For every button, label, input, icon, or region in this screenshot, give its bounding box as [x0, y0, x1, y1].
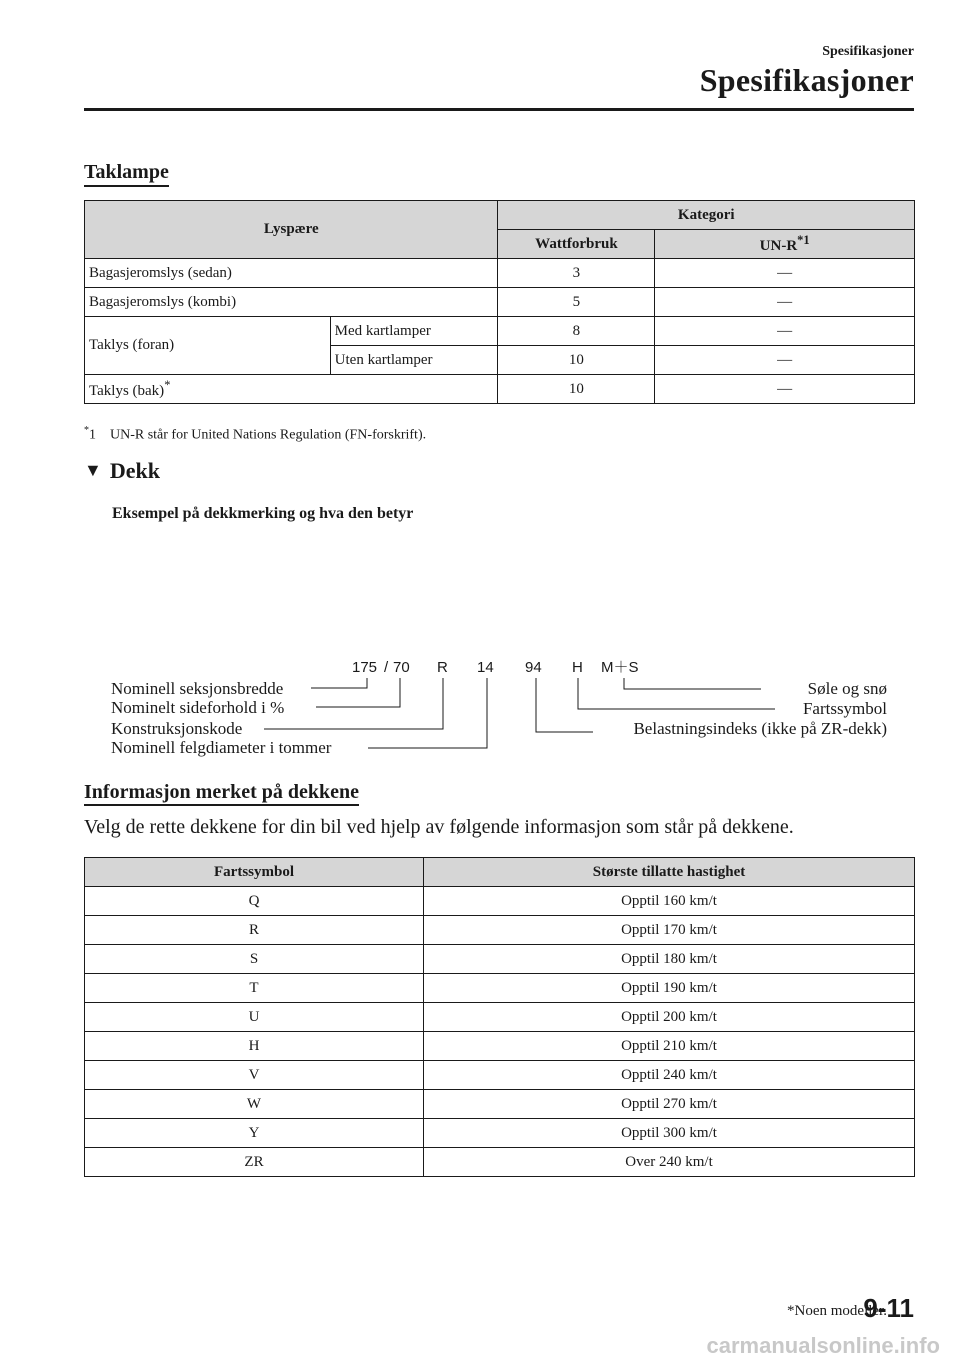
max-speed-cell: Opptil 160 km/t [424, 887, 915, 916]
example-title: Eksempel på dekkmerking og hva den betyr [112, 505, 414, 522]
table-row [85, 1119, 915, 1148]
triangle-down-icon: ▼ [84, 460, 102, 480]
table-row [85, 945, 915, 974]
speed-symbol-cell: S [85, 945, 424, 974]
code-ms: M＋S [601, 659, 639, 676]
code-width: 175 [352, 659, 378, 676]
speed-symbol-cell: Q [85, 887, 424, 916]
header-rule [84, 108, 914, 111]
tire-marking-diagram [84, 650, 904, 760]
speed-symbol-table [84, 857, 915, 1177]
section-title-taklampe: Taklampe [84, 160, 169, 187]
max-speed-cell: Opptil 190 km/t [424, 974, 915, 1003]
table-row [85, 1090, 915, 1119]
label-speed: Fartssymbol [802, 699, 887, 718]
max-speed-cell: Opptil 210 km/t [424, 1032, 915, 1061]
table-row [85, 1003, 915, 1032]
header-watt: Wattforbruk [498, 230, 655, 259]
code-rim: 14 [477, 659, 494, 676]
header-max-speed: Største tillatte hastighet [424, 858, 915, 887]
chapter-title: Spesifikasjoner [699, 62, 914, 98]
speed-symbol-cell: U [85, 1003, 424, 1032]
max-speed-cell: Over 240 km/t [424, 1148, 915, 1177]
code-load: 94 [525, 659, 542, 676]
info-text: Velg de rette dekkene for din bil ved hjelp av følgende informasjon som står på dekkene. [84, 816, 794, 838]
table-footnote: *1 UN-R står for United Nations Regulation (FN-forskrift). [84, 425, 427, 443]
table-row: Bagasjeromslys (sedan) 3 — [85, 259, 915, 288]
speed-symbol-cell: H [85, 1032, 424, 1061]
max-speed-cell: Opptil 240 km/t [424, 1061, 915, 1090]
code-construction: R [437, 659, 448, 676]
label-width: Nominell seksjonsbredde [111, 679, 284, 698]
roof-lamp-table [84, 200, 915, 404]
label-ratio: Nominelt sideforhold i % [111, 698, 285, 717]
header-speed-symbol: Fartssymbol [85, 858, 424, 887]
label-construction: Konstruksjonskode [111, 719, 243, 738]
code-speed: H [572, 659, 583, 676]
table-row: Uten kartlamper 10 — [85, 346, 915, 375]
section-title-dekk: ▼ Dekk [84, 458, 160, 483]
label-load: Belastningsindeks (ikke på ZR-dekk) [633, 719, 887, 738]
table-row [85, 1032, 915, 1061]
footnote-ref: *1 [797, 233, 810, 247]
table-row [85, 887, 915, 916]
max-speed-cell: Opptil 200 km/t [424, 1003, 915, 1032]
speed-symbol-cell: R [85, 916, 424, 945]
header-bulb: Lyspære [85, 201, 498, 259]
speed-symbol-cell: V [85, 1061, 424, 1090]
label-ms: Søle og snø [807, 679, 887, 698]
table-row [85, 1061, 915, 1090]
table-row: Taklys (bak)* 10 — [85, 375, 915, 404]
running-header: Spesifikasjoner [822, 44, 914, 59]
max-speed-cell: Opptil 170 km/t [424, 916, 915, 945]
info-title: Informasjon merket på dekkene [84, 780, 359, 806]
table-row [85, 916, 915, 945]
watermark: carmanualsonline.info [706, 1333, 940, 1358]
max-speed-cell: Opptil 300 km/t [424, 1119, 915, 1148]
table-row: Bagasjeromslys (kombi) 5 — [85, 288, 915, 317]
speed-symbol-cell: T [85, 974, 424, 1003]
table-row: Taklys (foran) Med kartlamper 8 — [85, 317, 915, 346]
header-unr: $UN-R^{*1}$ [655, 230, 915, 259]
label-rim: Nominell felgdiameter i tommer [111, 738, 332, 757]
max-speed-cell: Opptil 270 km/t [424, 1090, 915, 1119]
header-category: Kategori [498, 201, 915, 230]
table-row [85, 1148, 915, 1177]
speed-symbol-cell: W [85, 1090, 424, 1119]
page-number: 9-11 [863, 1293, 914, 1323]
code-slash: / [384, 659, 389, 676]
speed-symbol-cell: ZR [85, 1148, 424, 1177]
table-row [85, 974, 915, 1003]
footer-note: *Noen modeller. [787, 1303, 887, 1319]
code-ratio: 70 [393, 659, 410, 676]
max-speed-cell: Opptil 180 km/t [424, 945, 915, 974]
speed-symbol-cell: Y [85, 1119, 424, 1148]
